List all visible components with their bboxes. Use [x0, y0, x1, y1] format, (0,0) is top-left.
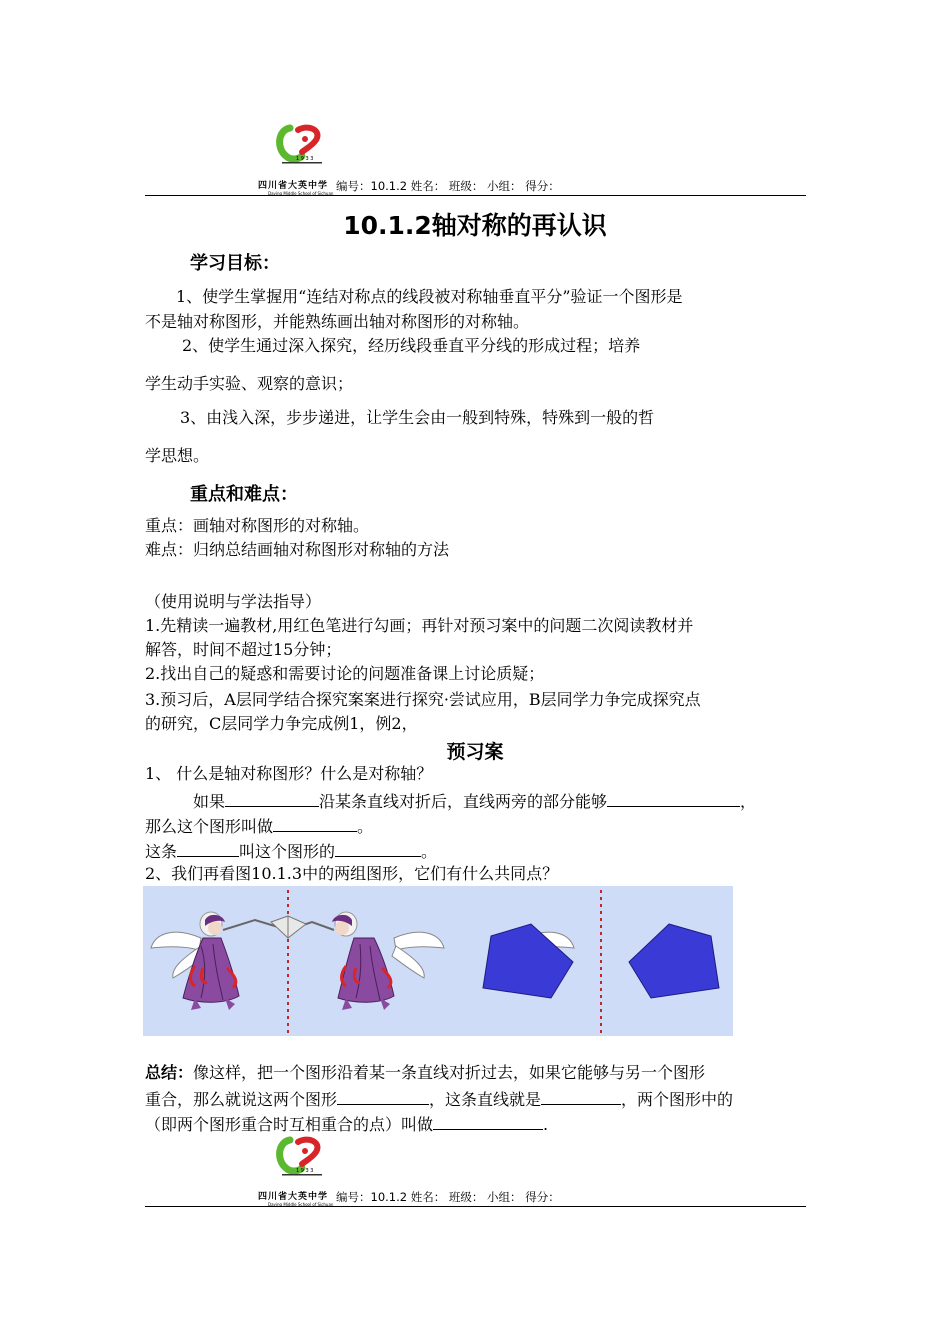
text: 重合，那么就说这两个图形 [145, 1090, 338, 1109]
question-1-line-b [145, 813, 373, 839]
guide-line-1b: 解答，时间不超过15分钟； [145, 640, 342, 659]
text: 。 [357, 817, 374, 836]
svg-text:1 9 3 3: 1 9 3 3 [296, 1168, 314, 1174]
symmetry-figure [143, 886, 733, 1036]
text: 这条 [145, 842, 178, 861]
guide-line-3b: 的研究，C层同学力争完成例1，例2， [145, 714, 418, 733]
symmetry-figure-svg [143, 886, 733, 1036]
angel-left-icon [151, 912, 288, 1010]
question-2: 2、我们再看图10.1.3中的两组图形，它们有什么共同点？ [145, 864, 559, 883]
text: 叫这个图形的 [239, 842, 336, 861]
goal-3-line-2: 学思想。 [145, 446, 210, 465]
fill-blank[interactable] [335, 838, 421, 857]
text: 。 [421, 842, 438, 861]
goal-3-line-1: 3、由浅入深，步步递进，让学生会由一般到特殊，特殊到一般的哲 [180, 408, 655, 427]
guide-line-3a: 3.预习后，A层同学结合探究案案进行探究·尝试应用，B层同学力争完成探究点 [145, 690, 701, 709]
school-name-en: Daying Middle School of Sichuan [268, 191, 334, 196]
fill-blank[interactable] [607, 788, 740, 807]
goal-1-line-1: 1、使学生掌握用“连结对称点的线段被对称轴垂直平分”验证一个图形是 [176, 287, 683, 306]
question-1: 1、 什么是轴对称图形？什么是对称轴？ [145, 764, 433, 783]
fill-blank[interactable] [337, 1086, 429, 1105]
guide-heading: （使用说明与学法指导） [145, 592, 322, 611]
header-info: 编号：10.1.2 姓名： 班级： 小组： 得分： [336, 1190, 560, 1204]
keypoints-heading: 重点和难点： [190, 484, 298, 505]
school-logo [272, 1134, 328, 1182]
text: ， [740, 792, 757, 811]
fill-blank[interactable] [225, 788, 319, 807]
summary-label: 总结： [145, 1063, 194, 1082]
text: （即两个图形重合时互相重合的点）叫做 [145, 1115, 434, 1134]
text: . [543, 1115, 549, 1134]
school-name-cn: 四川省大英中学 [258, 1192, 329, 1202]
text: 如果 [193, 792, 226, 811]
fill-blank[interactable] [433, 1111, 543, 1130]
header-rule [145, 195, 806, 196]
page-title: 10.1.2轴对称的再认识 [343, 211, 607, 240]
summary-line-2 [145, 1086, 733, 1112]
question-1-line-c [145, 838, 437, 864]
fill-blank[interactable] [177, 838, 239, 857]
preview-heading: 预习案 [446, 741, 504, 763]
guide-line-2: 2.找出自己的疑惑和需要讨论的问题准备课上讨论质疑； [145, 664, 545, 683]
goals-heading: 学习目标： [190, 253, 280, 274]
fill-blank[interactable] [541, 1086, 621, 1105]
goal-2-line-2: 学生动手实验、观察的意识； [145, 374, 354, 393]
goal-1-line-2: 不是轴对称图形，并能熟练画出轴对称图形的对称轴。 [145, 312, 530, 331]
fill-blank[interactable] [273, 813, 357, 832]
pentagon-right-icon [629, 924, 719, 998]
school-logo [272, 122, 328, 170]
text: ，两个图形中的 [621, 1090, 734, 1109]
difficult-point: 难点：归纳总结画轴对称图形对称轴的方法 [145, 540, 450, 559]
text: 那么这个图形叫做 [145, 817, 274, 836]
guide-line-1a: 1.先精读一遍教材,用红色笔进行勾画；再针对预习案中的问题二次阅读教材并 [145, 616, 694, 635]
svg-text:1 9 3 3: 1 9 3 3 [296, 156, 314, 162]
summary-line-1 [145, 1061, 705, 1085]
summary-line-3 [145, 1111, 548, 1137]
text: 像这样，把一个图形沿着某一条直线对折过去，如果它能够与另一个图形 [193, 1063, 706, 1082]
text: ，这条直线就是 [429, 1090, 542, 1109]
school-name-cn: 四川省大英中学 [258, 181, 329, 191]
school-name-en: Daying Middle School of Sichuan [268, 1202, 334, 1207]
question-1-line-a [193, 788, 756, 814]
key-point: 重点：画轴对称图形的对称轴。 [145, 516, 370, 535]
header-rule [145, 1206, 806, 1207]
goal-2-line-1: 2、使学生通过深入探究，经历线段垂直平分线的形成过程；培养 [182, 336, 641, 355]
text: 沿某条直线对折后，直线两旁的部分能够 [319, 792, 608, 811]
header-info: 编号：10.1.2 姓名： 班级： 小组： 得分： [336, 179, 560, 193]
